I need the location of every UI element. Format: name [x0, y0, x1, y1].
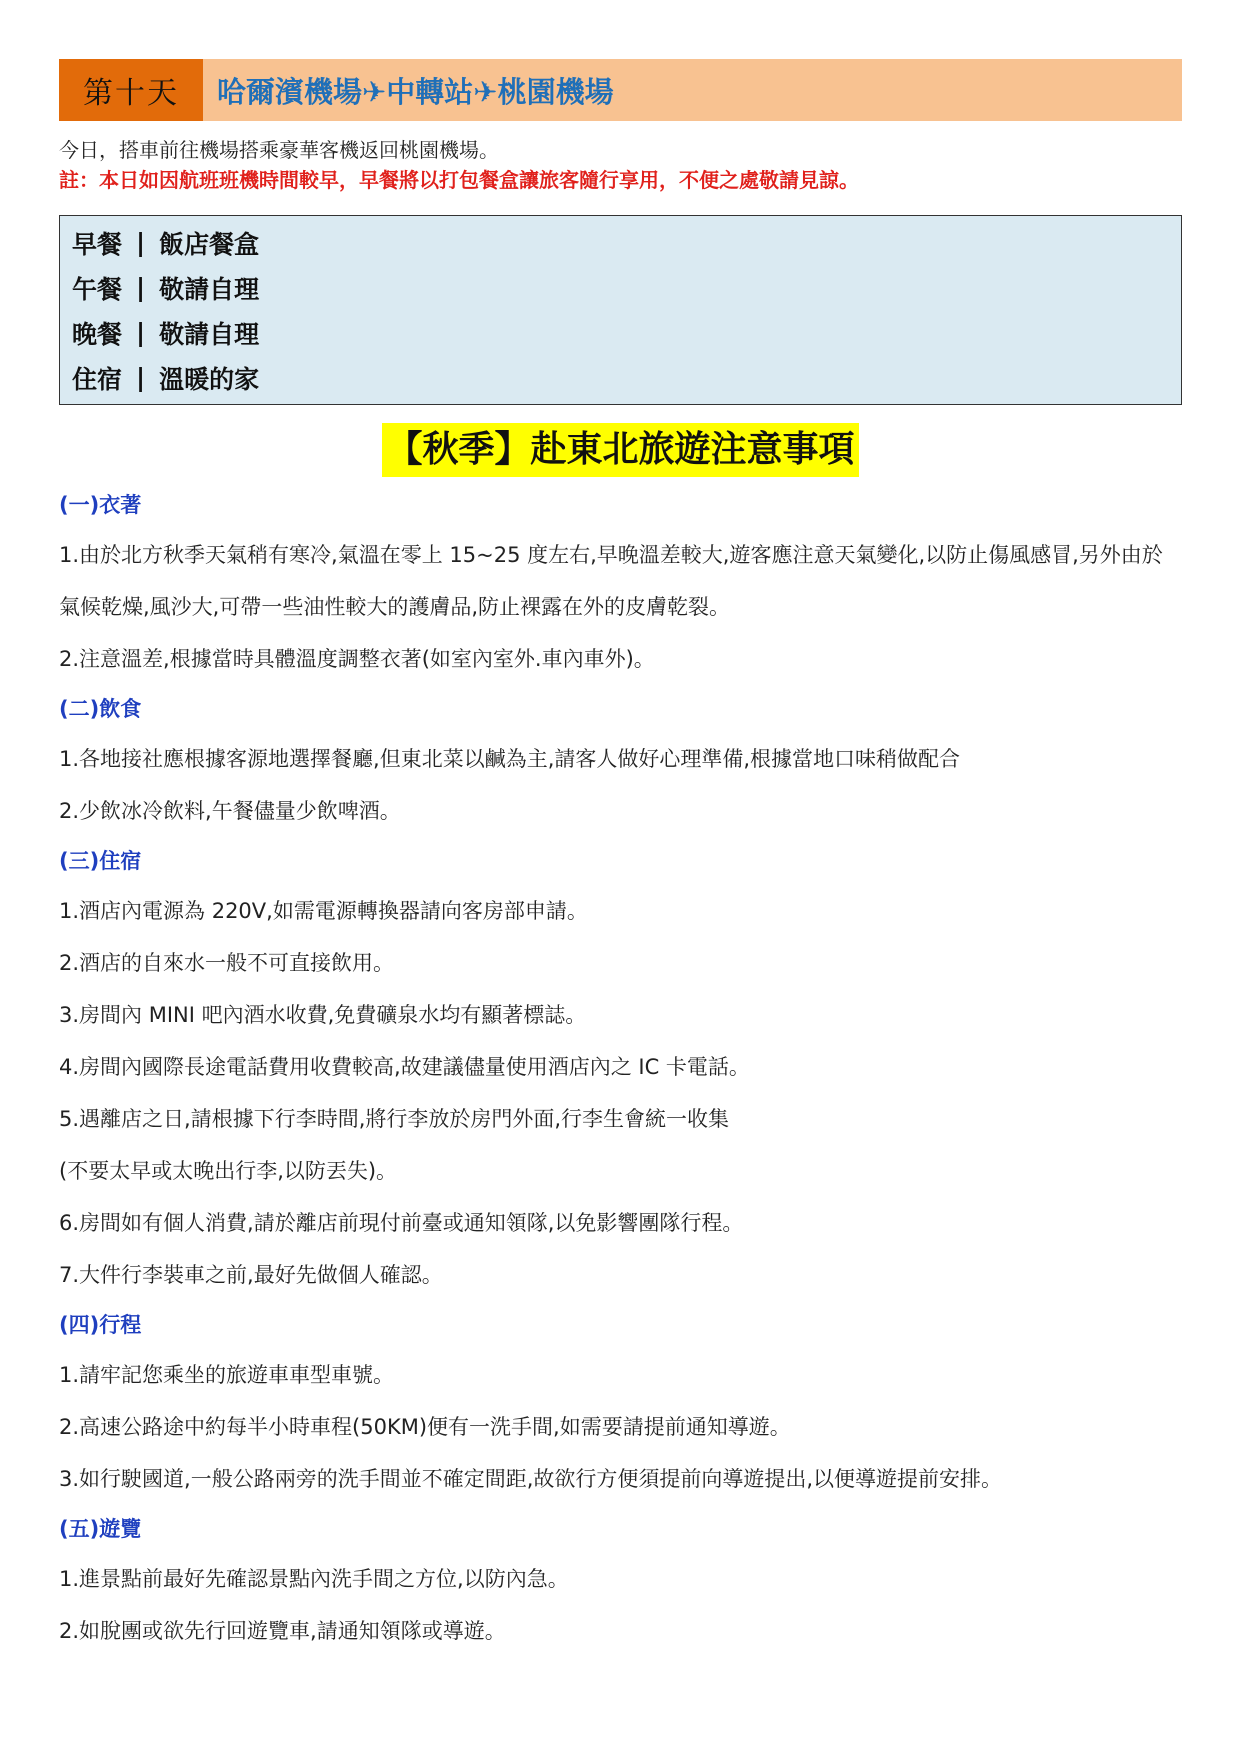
day-note: 註：本日如因航班班機時間較早，早餐將以打包餐盒讓旅客隨行享用，不便之處敬請見諒。 — [59, 168, 859, 192]
day-route: 哈爾濱機場✈中轉站✈桃園機場 — [217, 74, 614, 109]
section-item: 2.如脫團或欲先行回遊覽車,請通知領隊或導遊。 — [59, 1619, 506, 1643]
section-item: 7.大件行李裝車之前,最好先做個人確認。 — [59, 1263, 443, 1287]
section-item: 1.酒店內電源為 220V,如需電源轉換器請向客房部申請。 — [59, 899, 588, 923]
section-heading-itinerary: (四)行程 — [59, 1313, 142, 1337]
day-intro: 今日，搭車前往機場搭乘豪華客機返回桃園機場。 — [59, 138, 499, 162]
meal-row — [72, 355, 1169, 400]
meal-separator: | — [136, 363, 146, 392]
meal-separator: | — [136, 318, 146, 347]
section-heading-sightseeing: (五)遊覽 — [59, 1517, 142, 1541]
section-item: 3.房間內 MINI 吧內酒水收費,免費礦泉水均有顯著標誌。 — [59, 1003, 587, 1027]
section-heading-clothing: (一)衣著 — [59, 493, 142, 517]
meal-type: 早餐 — [72, 229, 123, 259]
meal-row — [72, 310, 1169, 355]
section-heading-dining: (二)飲食 — [59, 697, 142, 721]
section-item: 1.進景點前最好先確認景點內洗手間之方位,以防內急。 — [59, 1567, 569, 1591]
meal-value: 敬請自理 — [159, 274, 260, 304]
section-item: 5.遇離店之日,請根據下行李時間,將行李放於房門外面,行李生會統一收集 — [59, 1107, 730, 1131]
day-label: 第十天 — [59, 59, 203, 121]
meal-row — [72, 265, 1169, 310]
section-item: 6.房間如有個人消費,請於離店前現付前臺或通知領隊,以免影響團隊行程。 — [59, 1211, 744, 1235]
meal-type: 午餐 — [72, 274, 123, 304]
section-heading-lodging: (三)住宿 — [59, 849, 142, 873]
section-item: 1.由於北方秋季天氣稍有寒冷,氣溫在零上 15~25 度左右,早晚溫差較大,遊客應注意天氣變化,以防止傷風感冒,另外由於氣候乾燥,風沙大,可帶一些油性較大的護膚品,防止裸露在外的皮膚乾裂。 — [59, 543, 1163, 619]
notice-title-wrapper — [59, 423, 1182, 481]
meal-separator: | — [136, 273, 146, 302]
meals-box — [59, 215, 1182, 405]
meal-value: 飯店餐盒 — [159, 229, 260, 259]
section-item: (不要太早或太晚出行李,以防丟失)。 — [59, 1159, 398, 1183]
section-item: 2.酒店的自來水一般不可直接飲用。 — [59, 951, 395, 975]
itinerary-page — [59, 59, 1182, 1657]
meal-value: 溫暖的家 — [159, 364, 260, 394]
section-item: 2.注意溫差,根據當時具體溫度調整衣著(如室內室外.車內車外)。 — [59, 647, 655, 671]
meal-value: 敬請自理 — [159, 319, 260, 349]
section-item: 1.請牢記您乘坐的旅遊車車型車號。 — [59, 1363, 395, 1387]
section-item: 2.高速公路途中約每半小時車程(50KM)便有一洗手間,如需要請提前通知導遊。 — [59, 1415, 791, 1439]
meal-type: 住宿 — [72, 364, 123, 394]
meal-type: 晚餐 — [72, 319, 123, 349]
section-item: 1.各地接社應根據客源地選擇餐廳,但東北菜以鹹為主,請客人做好心理準備,根據當地口味稍做配合 — [59, 747, 961, 771]
section-item: 2.少飲冰冷飲料,午餐儘量少飲啤酒。 — [59, 799, 401, 823]
meal-separator: | — [136, 228, 146, 257]
section-item: 3.如行駛國道,一般公路兩旁的洗手間並不確定間距,故欲行方便須提前向導遊提出,以便導遊提前安排。 — [59, 1467, 1003, 1491]
notice-title: 【秋季】赴東北旅遊注意事項 — [382, 423, 858, 477]
section-item: 4.房間內國際長途電話費用收費較高,故建議儘量使用酒店內之 IC 卡電話。 — [59, 1055, 750, 1079]
meal-row — [72, 220, 1169, 265]
day-header-bar — [59, 59, 1182, 121]
